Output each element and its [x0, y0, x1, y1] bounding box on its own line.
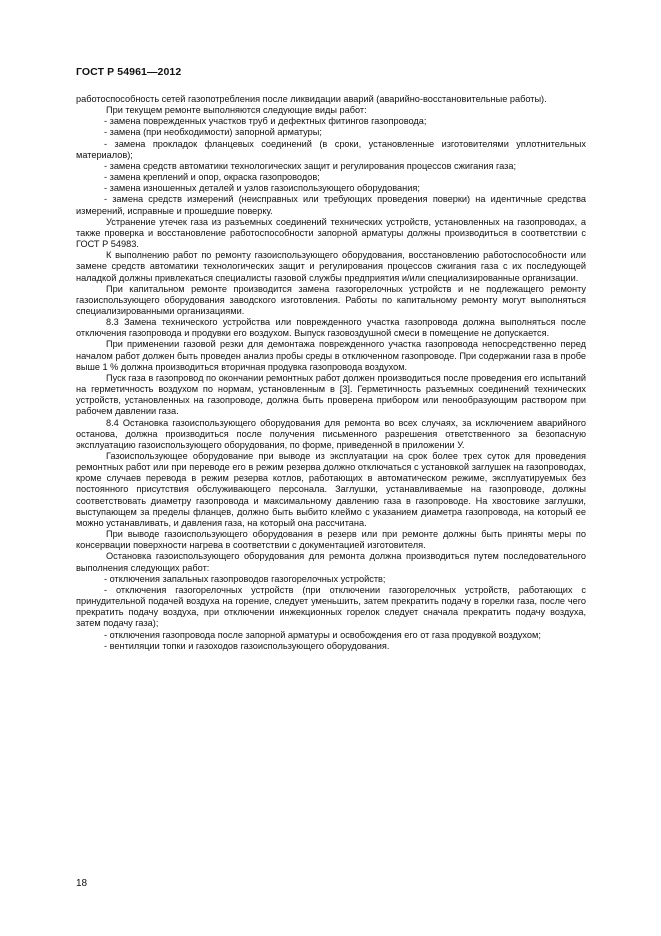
list-item: - отключения газопровода после запорной арматуры и освобождения его от газа продувкой воздухом;	[104, 629, 541, 640]
document-header: ГОСТ Р 54961—2012	[76, 66, 182, 78]
paragraph: При текущем ремонте выполняются следующие виды работ:	[106, 105, 367, 116]
paragraph: К выполнению работ по ремонту газоиспользующего оборудования, восстановлению работоспособности или замене средств автоматики технологических защит и регулирования процессов сжигания газа с их последующей наладкой должны привлекаться специалисты газовой службы предприятия и/или специализированные организации.	[76, 250, 586, 283]
list-item: - замена изношенных деталей и узлов газоиспользующего оборудования;	[104, 183, 420, 194]
paragraph: работоспособность сетей газопотребления после ликвидации аварий (аварийно-восстановительные работы).	[76, 94, 547, 104]
list-item: - замена креплений и опор, окраска газопроводов;	[104, 172, 320, 183]
list-item: - отключения газогорелочных устройств (при отключении газогорелочных устройств, работающих с принудительной подачей воздуха на горение, следует уменьшить, затем прекратить подачу в горелки газа, после чего прекратить подачу воздуха, при отключении инжекционных горелок следует сначала прекратить подачу воздуха, затем подачу газа);	[76, 584, 586, 629]
list-item: - замена поврежденных участков труб и дефектных фитингов газопровода;	[104, 116, 427, 127]
paragraph: Пуск газа в газопровод по окончании ремонтных работ должен производиться после проведения его испытаний на герметичность воздухом по нормам, установленным в [3]. Герметичность разъемных соединений технических устройств, установленных на газопроводе, должна быть проверена прибором или пенообразующим раствором при рабочем давлении газа.	[76, 372, 586, 417]
paragraph: 8.4 Остановка газоиспользующего оборудования для ремонта во всех случаях, за исключением аварийного останова, должна производиться после получения письменного разрешения ответственного за безопасную эксплуатацию газоиспользующего оборудования, по форме, приведенной в приложении У.	[76, 417, 586, 450]
paragraph: Остановка газоиспользующего оборудования для ремонта должна производиться путем последовательного выполнения следующих работ:	[76, 551, 586, 573]
document-body	[76, 94, 586, 652]
page-number: 18	[76, 878, 88, 889]
paragraph: Газоиспользующее оборудование при выводе из эксплуатации на срок более трех суток для проведения ремонтных работ или при переводе его в режим резерва должно отключаться с установкой заглушек на газопроводах, кроме случаев перевода в режим резерва котлов, работающих в автоматическом режиме, эксплуатируемых без постоянного присутствия обслуживающего персонала. Заглушки, устанавливаемые на газопроводе, должны соответствовать диаметру газопровода и максимальному давлению газа в газопроводе. На хвостовике заглушки, выступающем за пределы фланцев, должно быть выбито клеймо с указанием диаметра газопровода, на который ее можно устанавливать, и давления газа, на который она рассчитана.	[76, 451, 586, 528]
paragraph: При применении газовой резки для демонтажа поврежденного участка газопровода непосредственно перед началом работ должен быть проведен анализ пробы среды в отключенном газопроводе. При содержании газа в пробе выше 1 % должна производиться вторичная продувка газопровода воздухом.	[76, 339, 586, 372]
paragraph: Устранение утечек газа из разъемных соединений технических устройств, установленных на газопроводах, а также проверка и восстановление работоспособности запорной арматуры должны производиться в соответствии с ГОСТ Р 54983.	[76, 216, 586, 250]
list-item: - замена средств измерений (неисправных или требующих проведения поверки) на идентичные средства измерений, исправные и прошедшие поверку.	[76, 194, 586, 216]
paragraph: При капитальном ремонте производится замена газогорелочных устройств и не подлежащего ремонту газоиспользующего оборудования заводского изготовления. Работы по капитальному ремонту могут выполняться специализированными организациями.	[76, 283, 586, 316]
list-item: - отключения запальных газопроводов газогорелочных устройств;	[104, 573, 386, 584]
paragraph: При выводе газоиспользующего оборудования в резерв или при ремонте должны быть приняты меры по консервации поверхности нагрева в соответствии с документацией изготовителя.	[76, 529, 586, 551]
list-item: - вентиляции топки и газоходов газоиспользующего оборудования.	[104, 640, 390, 651]
paragraph: 8.3 Замена технического устройства или поврежденного участка газопровода должна выполняться после отключения газопровода и продувки его воздухом. Выпуск газовоздушной смеси в помещение не допускается.	[76, 317, 586, 339]
list-item: - замена прокладок фланцевых соединений (в сроки, установленные изготовителями уплотнительных материалов);	[76, 138, 586, 160]
list-item: - замена средств автоматики технологических защит и регулирования процессов сжигания газа;	[104, 160, 517, 171]
list-item: - замена (при необходимости) запорной арматуры;	[104, 127, 322, 138]
